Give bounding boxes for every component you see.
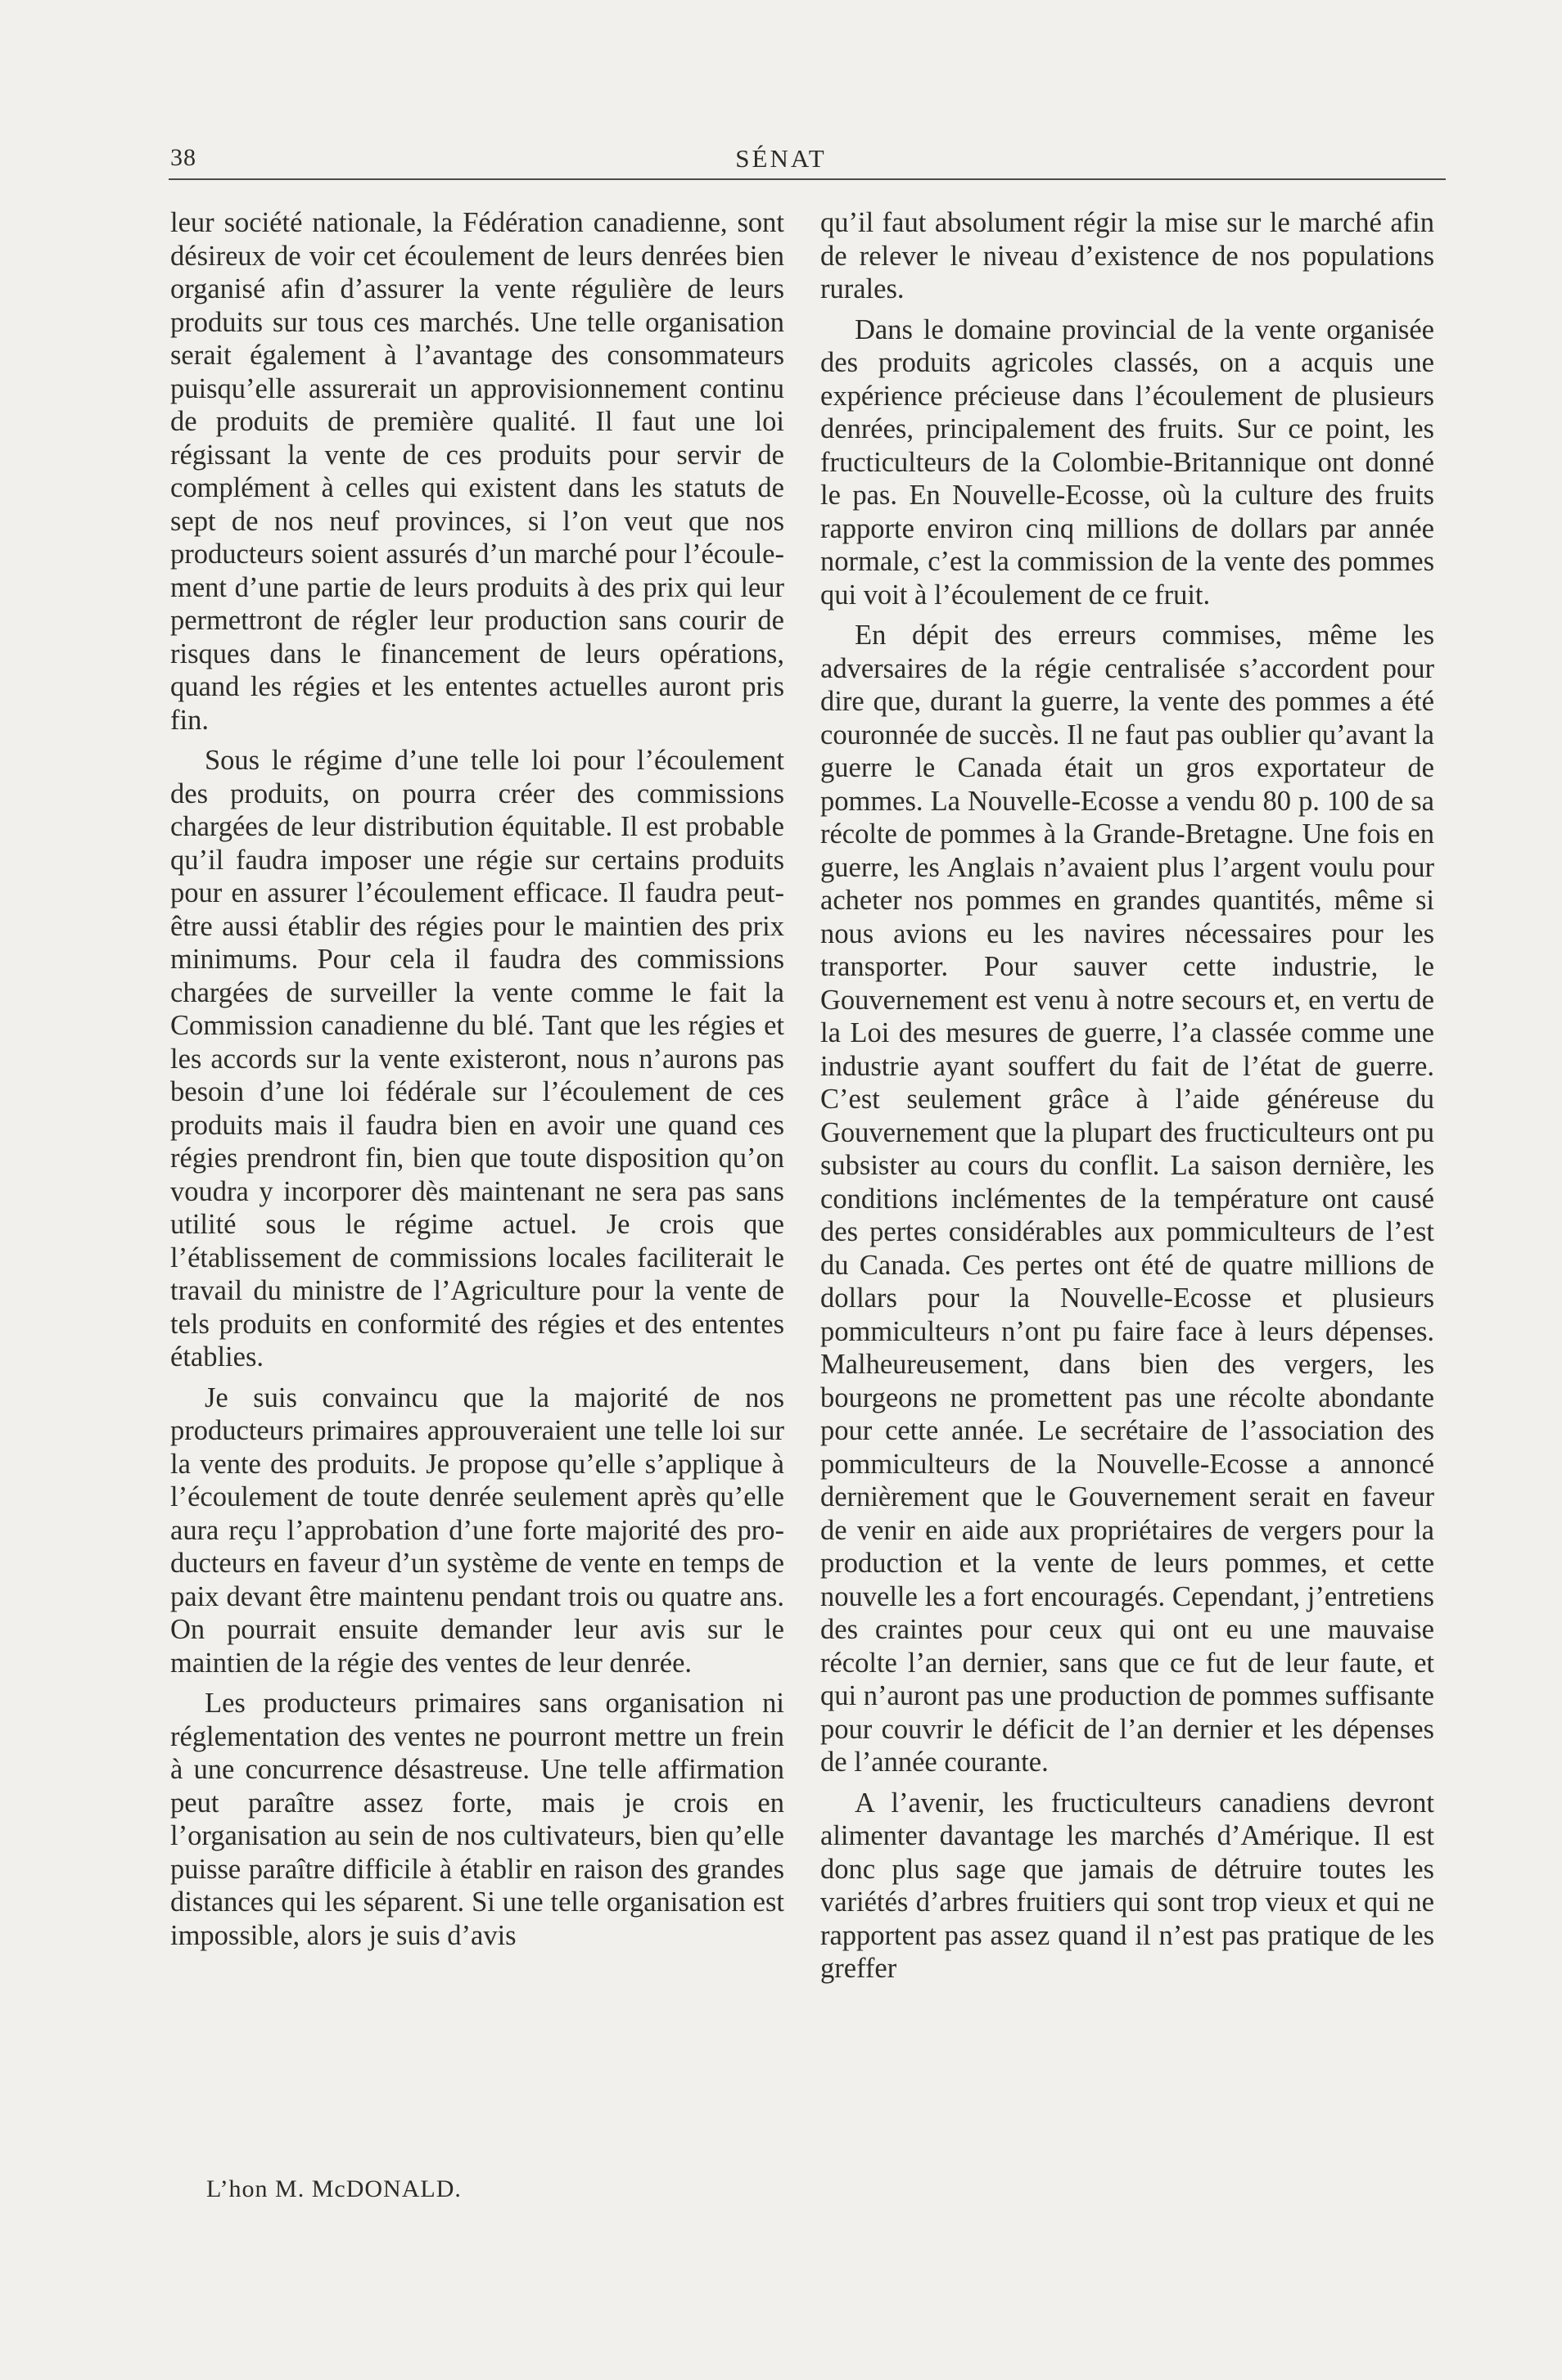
paragraph: qu’il faut absolument régir la mise sur le marché afin de relever le niveau d’existence de nos populations rurales. [820,207,1434,304]
paragraph: A l’avenir, les fructiculteurs canadiens devront alimenter davantage les marchés d’Amérique. Il est donc plus sage que jamais de détruire toutes les variétés d’arbres fruitiers qui sont trop vieux et qui ne rapportent pas assez quand il n’est pas pratique de les greffer [820,1787,1434,1984]
header-rule [169,178,1446,180]
paragraph: Les producteurs primaires sans organisation ni réglementation des ventes ne pourront mettre un frein à une concurrence désastreuse. Une telle affirmation peut paraître assez forte, mais je crois en l’organisation au sein de nos cultivateurs, bien qu’elle puisse paraître difficile à établir en raison des grandes distances qui les séparent. Si une telle organisation est impossible, alors je suis d’avis [170,1688,784,1951]
paragraph: En dépit des erreurs commises, même les adversaires de la régie centralisée s’accordent pour dire que, durant la guerre, la vente des pommes a été couronnée de succès. Il ne faut pas oublier qu’avant la guerre le Canada était un gros exportateur de pommes. La Nouvelle-Ecosse a vendu 80 p. 100 de sa récolte de pommes à la Grande-Bretagne. Une fois en guerre, les Anglais n’avaient plus l’argent voulu pour acheter nos pommes en grandes quantités, même si nous avions eu les navires nécessaires pour les transporter. Pour sauver cette industrie, le Gouvernement est venu à notre secours et, en vertu de la Loi des mesures de guerre, l’a classée comme une industrie ayant souffert du fait de l’état de guerre. C’est seulement grâce à l’aide généreuse du Gouvernement que la plupart des fructiculteurs ont pu subsister au cours du conflit. La saison dernière, les conditions inclémentes de la température ont causé des pertes considérables aux pommiculteurs de l’est du Canada. Ces pertes ont été de quatre millions de dollars pour la Nouvelle-Ecosse et plusieurs pommiculteurs n’ont pu faire face à leurs dépenses. Malheureusement, dans bien des vergers, les bourgeons ne promettent pas une récolte abondante pour cette année. Le secrétaire de l’association des pommiculteurs de la Nouvelle-Ecosse a annoncé dernièrement que le Gouvernement serait en faveur de venir en aide aux propriétaires de vergers pour la production et la vente de leurs pommes, et cette nouvelle les a fort encouragés. Cependant, j’entretiens des craintes pour ceux qui ont eu une mauvaise récolte l’an dernier, sans que ce fut de leur faute, et qui n’auront pas une production de pommes suffisante pour couvrir le déficit de l’an dernier et les dépenses de l’année courante. [820,620,1434,1778]
paragraph: Sous le régime d’une telle loi pour l’écoulement des produits, on pourra créer des commissions chargées de leur distribution équitable. Il est probable qu’il faudra imposer une régie sur certains produits pour en assurer l’écoulement efficace. Il faudra peut-être aussi établir des régies pour le maintien des prix minimums. Pour cela il faudra des commissions chargées de surveiller la vente comme le fait la Commission canadienne du blé. Tant que les régies et les accords sur la vente existeront, nous n’aurons pas besoin d’une loi fédérale sur l’écoulement de ces produits mais il faudra bien en avoir une quand ces régies prendront fin, bien que toute disposition qu’on voudra y incorporer dès maintenant ne sera pas sans utilité sous le régime actuel. Je crois que l’établissement de commissions locales faciliterait le travail du ministre de l’Agriculture pour la vente de tels produits en conformité des régies et des ententes établies. [170,745,784,1373]
left-column [170,206,784,1959]
paragraph: leur société nationale, la Fédération canadienne, sont désireux de voir cet écoulement de leurs denrées bien organisé afin d’assurer la vente régulière de leurs produits sur tous ces marchés. Une telle organisation serait également à l’avantage des consommateurs puisqu’elle assurerait un approvisionnement continu de produits de première qualité. Il faut une loi régissant la vente de ces produits pour servir de complément à celles qui existent dans les statuts de sept de nos neuf provinces, si l’on veut que nos producteurs soient assurés d’un marché pour l’écoulement d’une partie de leurs produits à des prix qui leur permettront de régler leur production sans courir de risques dans le financement de leurs opérations, quand les régies et les ententes actuelles auront pris fin. [170,207,784,736]
right-column [820,206,1434,1993]
running-title: SÉNAT [735,144,827,173]
paragraph: Dans le domaine provincial de la vente organisée des produits agricoles classés, on a acquis une expérience précieuse dans l’écoulement de plusieurs denrées, principalement des fruits. Sur ce point, les fructiculteurs de la Colombie-Britannique ont donné le pas. En Nouvelle-Ecosse, où la culture des fruits rapporte environ cinq millions de dollars par année normale, c’est la commission de la vente des pommes qui voit à l’écoulement de ce fruit. [820,313,1434,611]
page-number: 38 [170,144,196,171]
speaker-line: L’hon M. McDONALD. [206,2175,462,2202]
paragraph: Je suis convaincu que la majorité de nos producteurs primaires approuveraient une telle loi sur la vente des produits. Je propose qu’elle s’applique à l’écoulement de toute denrée seulement après qu’elle aura reçu l’approbation d’une forte majorité des producteurs en faveur d’un système de vente en temps de paix devant être maintenu pendant trois ou quatre ans. On pourrait ensuite demander leur avis sur le maintien de la régie des ventes de leur denrée. [170,1382,784,1679]
